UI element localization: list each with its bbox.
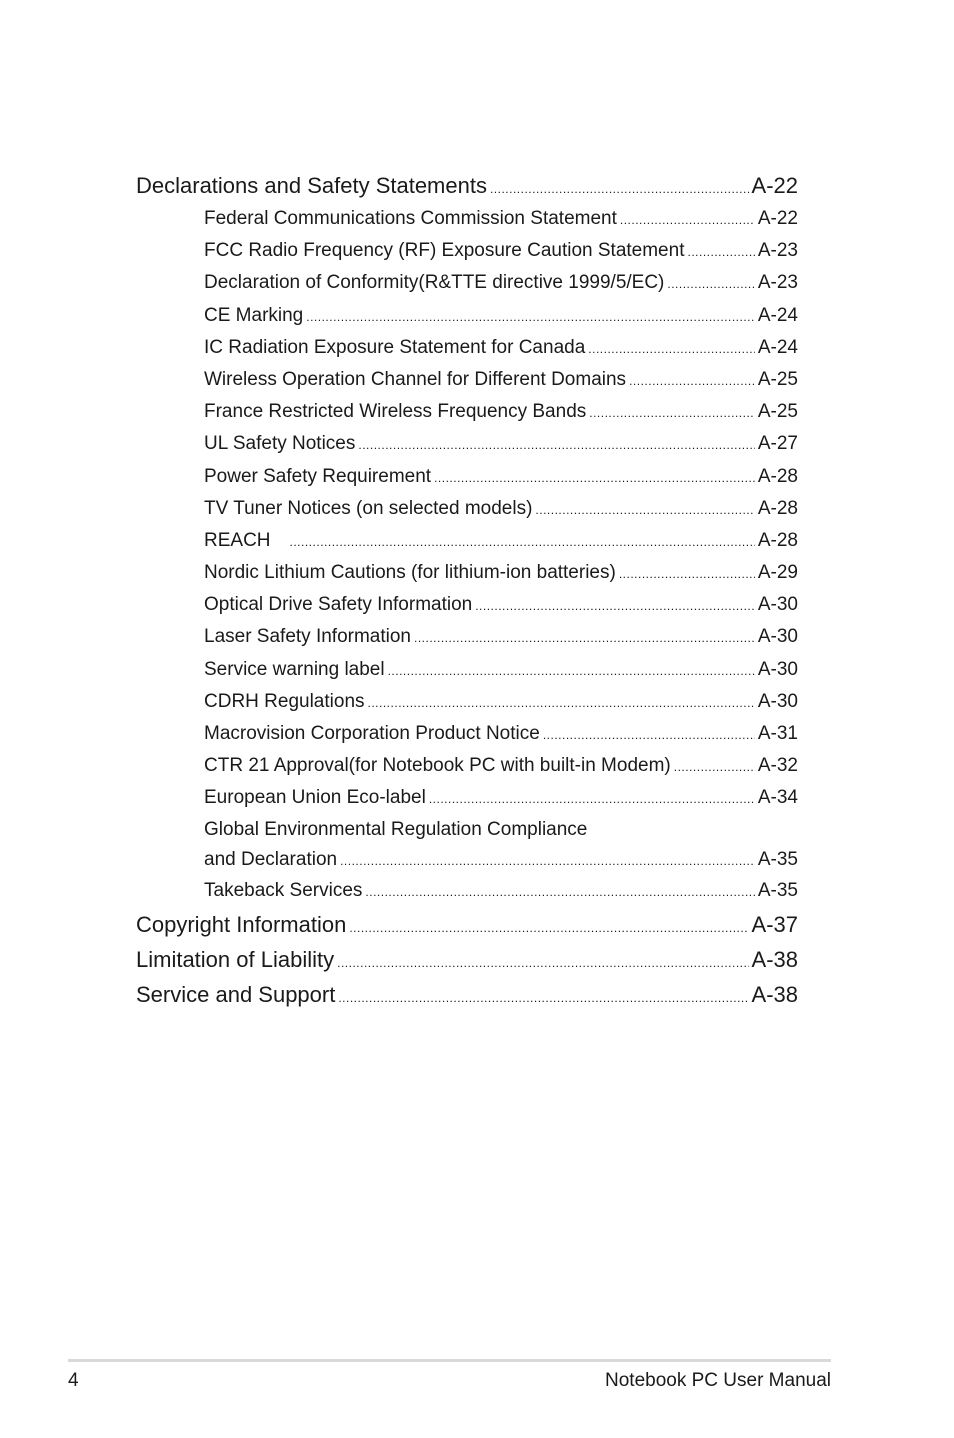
toc-entry-page: A-30 — [757, 626, 798, 648]
dot-leader — [388, 655, 755, 687]
toc-entry-title: France Restricted Wireless Frequency Bands — [204, 401, 587, 423]
dot-leader — [543, 719, 755, 751]
toc-entry-ic-radiation[interactable] — [136, 332, 798, 364]
footer-divider — [68, 1359, 831, 1362]
toc-entry-page: A-25 — [757, 401, 798, 423]
toc-entry-title: Power Safety Requirement — [204, 465, 432, 487]
toc-entry-page: A-23 — [757, 272, 798, 294]
toc-entry-fcc-statement[interactable] — [136, 203, 798, 235]
toc-entry-page: A-24 — [757, 304, 798, 326]
toc-entry-title: Wireless Operation Channel for Different Domains — [204, 368, 627, 390]
toc-entry-title-line2: and Declaration — [204, 848, 338, 870]
toc-entry-title: Federal Communications Commission Statement — [204, 208, 617, 229]
dot-leader — [429, 783, 755, 815]
toc-entry-page: A-27 — [757, 433, 798, 455]
toc-entry-liability[interactable] — [136, 942, 798, 977]
dot-leader — [619, 558, 755, 590]
toc-entry-page: A-28 — [757, 465, 798, 487]
toc-entry-page: A-25 — [757, 368, 798, 390]
dot-leader — [629, 365, 755, 397]
dot-leader — [337, 946, 748, 981]
dot-leader — [290, 526, 755, 558]
toc-entry-wireless-channel[interactable] — [136, 364, 798, 396]
toc-entry-service-support[interactable] — [136, 977, 798, 1012]
dot-leader — [588, 333, 755, 365]
toc-entry-copyright[interactable] — [136, 907, 798, 942]
toc-entry-page: A-29 — [757, 562, 798, 584]
toc-entry-title: FCC Radio Frequency (RF) Exposure Caution Statement — [204, 240, 685, 262]
dot-leader — [306, 301, 755, 333]
toc-entry-page: A-22 — [757, 208, 798, 229]
toc-entry-title: REACH — [204, 529, 271, 551]
dot-leader — [490, 172, 749, 207]
dot-leader — [338, 981, 748, 1016]
toc-entry-title: TV Tuner Notices (on selected models) — [204, 497, 533, 519]
dot-leader — [349, 911, 748, 946]
dot-leader — [414, 622, 755, 654]
toc-entry-declarations[interactable] — [136, 168, 798, 203]
toc-entry-page: A-37 — [751, 911, 798, 937]
toc-entry-nordic-lithium[interactable] — [136, 557, 798, 589]
dot-leader — [535, 494, 754, 526]
toc-entry-title: CE Marking — [204, 304, 304, 326]
toc-entry-ctr21[interactable] — [136, 750, 798, 782]
toc-entry-title: Optical Drive Safety Information — [204, 594, 473, 616]
toc-entry-laser-safety[interactable] — [136, 621, 798, 653]
dot-leader — [475, 590, 755, 622]
toc-entry-macrovision[interactable] — [136, 718, 798, 750]
dot-leader — [687, 236, 754, 268]
toc-entry-page: A-34 — [757, 787, 798, 809]
toc-entry-page: A-32 — [757, 755, 798, 777]
toc-entry-title: Macrovision Corporation Product Notice — [204, 723, 540, 744]
toc-entry-page: A-22 — [751, 173, 798, 198]
toc-entry-tv-tuner[interactable] — [136, 493, 798, 525]
dot-leader — [589, 397, 755, 429]
toc-entry-title: Laser Safety Information — [204, 626, 411, 648]
toc-entry-takeback[interactable] — [136, 875, 798, 907]
dot-leader — [667, 268, 754, 300]
toc-entry-ul-safety[interactable] — [136, 428, 798, 460]
toc-entry-page: A-30 — [757, 594, 798, 616]
toc-entry-title: European Union Eco-label — [204, 787, 426, 809]
dot-leader — [434, 462, 755, 494]
dot-leader — [620, 204, 755, 236]
toc-entry-page: A-30 — [757, 658, 798, 680]
dot-leader — [340, 846, 755, 876]
footer-page-number: 4 — [68, 1370, 79, 1391]
toc-entry-ce-marking[interactable] — [136, 300, 798, 332]
toc-entry-title-line1: Global Environmental Regulation Compliance — [204, 818, 588, 840]
toc-entry-optical-drive[interactable] — [136, 589, 798, 621]
footer-manual-title: Notebook PC User Manual — [605, 1370, 831, 1391]
toc-entry-page: A-38 — [751, 946, 798, 972]
toc-entry-title: Declaration of Conformity(R&TTE directive 1999/5/EC) — [204, 272, 665, 294]
toc-entry-page: A-28 — [757, 529, 798, 551]
toc-entry-title: Limitation of Liability — [136, 946, 335, 972]
toc-entry-title: Declarations and Safety Statements — [136, 173, 487, 198]
toc-entry-eu-eco-label[interactable] — [136, 782, 798, 814]
toc-entry-title: UL Safety Notices — [204, 433, 356, 455]
toc-entry-title: Service warning label — [204, 658, 385, 680]
toc-entry-reach[interactable] — [136, 525, 798, 557]
toc-entry-title: CDRH Regulations — [204, 690, 365, 712]
toc-entry-page: A-30 — [757, 690, 798, 712]
toc-entry-cdrh[interactable] — [136, 686, 798, 718]
toc-entry-service-warning[interactable] — [136, 654, 798, 686]
toc-entry-title: Nordic Lithium Cautions (for lithium-ion batteries) — [204, 562, 616, 584]
toc-entry-declaration-of-conformity[interactable] — [136, 267, 798, 299]
toc-entry-page: A-23 — [757, 240, 798, 262]
toc-entry-title: Takeback Services — [204, 879, 363, 901]
toc-entry-power-safety[interactable] — [136, 461, 798, 493]
toc-entry-global-environmental[interactable] — [136, 815, 798, 875]
dot-leader — [365, 876, 754, 908]
toc-entry-page: A-35 — [757, 879, 798, 901]
toc-entry-page: A-35 — [757, 848, 798, 870]
toc-entry-page: A-24 — [757, 336, 798, 358]
dot-leader — [358, 429, 754, 461]
toc-entry-title: CTR 21 Approval(for Notebook PC with built-in Modem) — [204, 755, 671, 777]
toc-entry-page: A-28 — [757, 497, 798, 519]
toc-entry-page: A-38 — [751, 981, 798, 1007]
table-of-contents — [136, 168, 798, 1012]
toc-entry-page: A-31 — [757, 723, 798, 744]
toc-entry-title: IC Radiation Exposure Statement for Canada — [204, 336, 586, 358]
toc-entry-title: Service and Support — [136, 981, 336, 1007]
toc-entry-fcc-rf-exposure[interactable] — [136, 235, 798, 267]
dot-leader — [674, 751, 755, 783]
dot-leader — [368, 687, 755, 719]
toc-entry-france-restricted[interactable] — [136, 396, 798, 428]
toc-entry-title: Copyright Information — [136, 911, 347, 937]
